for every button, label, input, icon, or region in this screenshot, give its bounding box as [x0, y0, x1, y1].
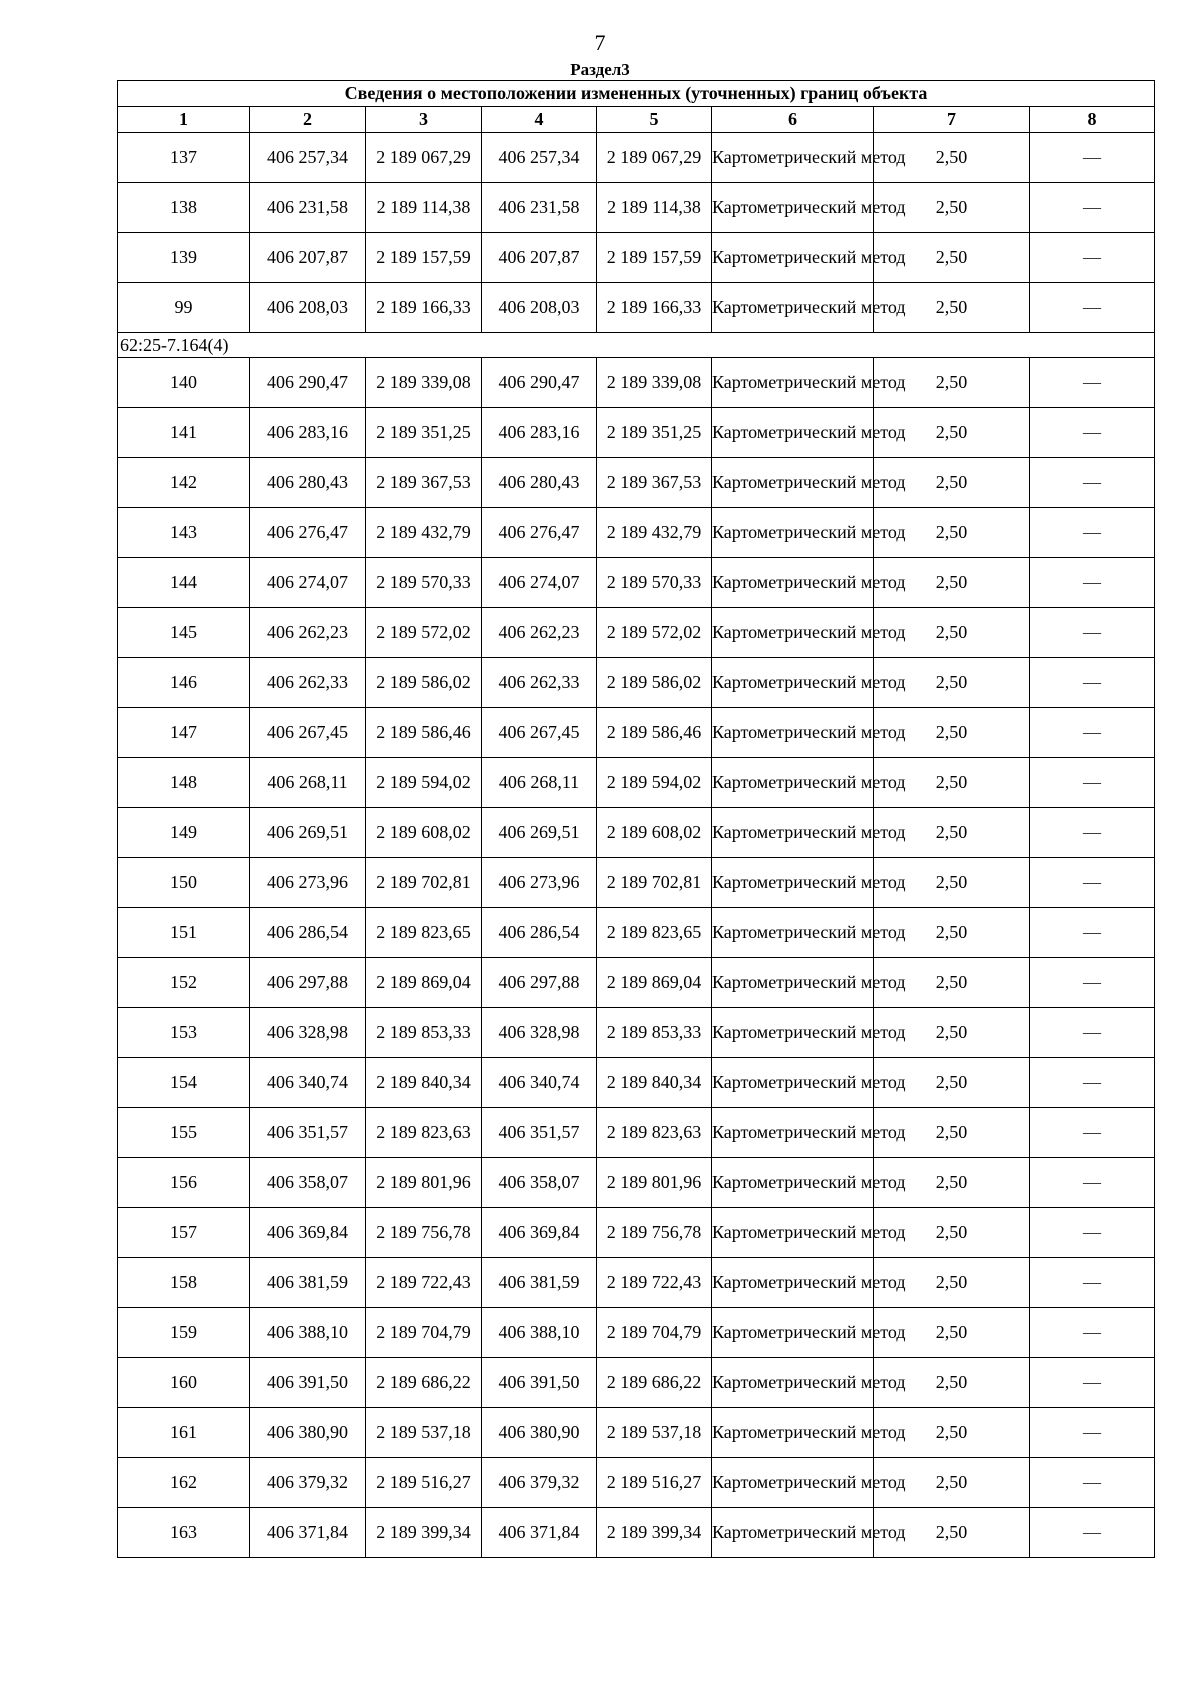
coord-y-existing-cell: 2 189 869,04	[366, 958, 482, 1008]
note-cell: —	[1030, 1058, 1155, 1108]
coord-x-new-cell: 406 381,59	[482, 1258, 597, 1308]
coord-x-new-cell: 406 391,50	[482, 1358, 597, 1408]
coord-y-new-cell: 2 189 114,38	[597, 183, 712, 233]
coord-x-new-cell: 406 274,07	[482, 558, 597, 608]
page-number: 7	[594, 30, 606, 55]
coord-x-new-cell: 406 273,96	[482, 858, 597, 908]
coord-x-new-cell: 406 351,57	[482, 1108, 597, 1158]
table-row	[118, 958, 1155, 1008]
note-cell: —	[1030, 608, 1155, 658]
coord-x-new-cell: 406 290,47	[482, 358, 597, 408]
coord-x-existing-cell: 406 380,90	[250, 1408, 366, 1458]
method-cell: Картометрический метод	[712, 858, 874, 908]
table-title-row	[118, 81, 1155, 107]
note-cell: —	[1030, 508, 1155, 558]
point-number-cell: 154	[118, 1058, 250, 1108]
coord-y-existing-cell: 2 189 704,79	[366, 1308, 482, 1358]
point-number-cell: 153	[118, 1008, 250, 1058]
coord-x-existing-cell: 406 351,57	[250, 1108, 366, 1158]
group-label: 62:25-7.164(4)	[118, 333, 1155, 358]
table-row	[118, 1108, 1155, 1158]
table-row	[118, 1008, 1155, 1058]
coord-y-existing-cell: 2 189 067,29	[366, 133, 482, 183]
table-row	[118, 283, 1155, 333]
note-cell: —	[1030, 708, 1155, 758]
note-cell: —	[1030, 1508, 1155, 1558]
accuracy-cell: 2,50	[874, 758, 1030, 808]
table-row	[118, 1308, 1155, 1358]
point-number-cell: 157	[118, 1208, 250, 1258]
accuracy-cell: 2,50	[874, 858, 1030, 908]
note-cell: —	[1030, 133, 1155, 183]
point-number-cell: 145	[118, 608, 250, 658]
coord-y-existing-cell: 2 189 157,59	[366, 233, 482, 283]
table-body-block-2	[118, 358, 1155, 1558]
coord-y-new-cell: 2 189 686,22	[597, 1358, 712, 1408]
coord-x-new-cell: 406 283,16	[482, 408, 597, 458]
method-cell: Картометрический метод	[712, 1408, 874, 1458]
accuracy-cell: 2,50	[874, 1458, 1030, 1508]
point-number-cell: 151	[118, 908, 250, 958]
point-number-cell: 156	[118, 1158, 250, 1208]
accuracy-cell: 2,50	[874, 708, 1030, 758]
method-cell: Картометрический метод	[712, 958, 874, 1008]
note-cell: —	[1030, 958, 1155, 1008]
coord-x-existing-cell: 406 283,16	[250, 408, 366, 458]
coord-y-existing-cell: 2 189 516,27	[366, 1458, 482, 1508]
note-cell: —	[1030, 283, 1155, 333]
point-number-cell: 161	[118, 1408, 250, 1458]
coord-y-new-cell: 2 189 586,46	[597, 708, 712, 758]
accuracy-cell: 2,50	[874, 1308, 1030, 1358]
table-row	[118, 358, 1155, 408]
accuracy-cell: 2,50	[874, 133, 1030, 183]
column-header: 5	[597, 107, 712, 133]
point-number-cell: 142	[118, 458, 250, 508]
coord-y-new-cell: 2 189 586,02	[597, 658, 712, 708]
method-cell: Картометрический метод	[712, 283, 874, 333]
coord-x-new-cell: 406 297,88	[482, 958, 597, 1008]
point-number-cell: 158	[118, 1258, 250, 1308]
coord-y-existing-cell: 2 189 801,96	[366, 1158, 482, 1208]
coord-x-existing-cell: 406 207,87	[250, 233, 366, 283]
method-cell: Картометрический метод	[712, 758, 874, 808]
point-number-cell: 99	[118, 283, 250, 333]
method-cell: Картометрический метод	[712, 558, 874, 608]
point-number-cell: 148	[118, 758, 250, 808]
method-cell: Картометрический метод	[712, 458, 874, 508]
coord-y-existing-cell: 2 189 853,33	[366, 1008, 482, 1058]
accuracy-cell: 2,50	[874, 1258, 1030, 1308]
coord-y-new-cell: 2 189 704,79	[597, 1308, 712, 1358]
table-row	[118, 508, 1155, 558]
coord-x-new-cell: 406 371,84	[482, 1508, 597, 1558]
coord-y-existing-cell: 2 189 339,08	[366, 358, 482, 408]
note-cell: —	[1030, 1258, 1155, 1308]
table-row	[118, 1208, 1155, 1258]
accuracy-cell: 2,50	[874, 1508, 1030, 1558]
note-cell: —	[1030, 658, 1155, 708]
point-number-cell: 140	[118, 358, 250, 408]
method-cell: Картометрический метод	[712, 1108, 874, 1158]
coord-x-new-cell: 406 268,11	[482, 758, 597, 808]
coord-y-existing-cell: 2 189 572,02	[366, 608, 482, 658]
note-cell: —	[1030, 1108, 1155, 1158]
accuracy-cell: 2,50	[874, 1358, 1030, 1408]
point-number-cell: 159	[118, 1308, 250, 1358]
coord-x-new-cell: 406 340,74	[482, 1058, 597, 1108]
coord-y-new-cell: 2 189 702,81	[597, 858, 712, 908]
accuracy-cell: 2,50	[874, 808, 1030, 858]
note-cell: —	[1030, 1408, 1155, 1458]
table-row	[118, 1358, 1155, 1408]
coord-x-existing-cell: 406 273,96	[250, 858, 366, 908]
coord-x-new-cell: 406 276,47	[482, 508, 597, 558]
note-cell: —	[1030, 808, 1155, 858]
coord-y-existing-cell: 2 189 399,34	[366, 1508, 482, 1558]
column-header: 8	[1030, 107, 1155, 133]
coord-x-existing-cell: 406 391,50	[250, 1358, 366, 1408]
coord-x-existing-cell: 406 280,43	[250, 458, 366, 508]
column-header: 4	[482, 107, 597, 133]
coord-x-existing-cell: 406 262,23	[250, 608, 366, 658]
table-row	[118, 1058, 1155, 1108]
coord-x-new-cell: 406 269,51	[482, 808, 597, 858]
method-cell: Картометрический метод	[712, 1258, 874, 1308]
method-cell: Картометрический метод	[712, 1358, 874, 1408]
coord-y-existing-cell: 2 189 367,53	[366, 458, 482, 508]
coord-y-new-cell: 2 189 608,02	[597, 808, 712, 858]
group-section	[118, 333, 1155, 358]
table-row	[118, 608, 1155, 658]
coord-y-new-cell: 2 189 339,08	[597, 358, 712, 408]
point-number-cell: 146	[118, 658, 250, 708]
accuracy-cell: 2,50	[874, 558, 1030, 608]
accuracy-cell: 2,50	[874, 358, 1030, 408]
method-cell: Картометрический метод	[712, 908, 874, 958]
table-row	[118, 1408, 1155, 1458]
coord-y-new-cell: 2 189 594,02	[597, 758, 712, 808]
method-cell: Картометрический метод	[712, 708, 874, 758]
coord-x-existing-cell: 406 381,59	[250, 1258, 366, 1308]
coord-x-existing-cell: 406 268,11	[250, 758, 366, 808]
method-cell: Картометрический метод	[712, 808, 874, 858]
coord-y-existing-cell: 2 189 823,65	[366, 908, 482, 958]
coord-y-new-cell: 2 189 537,18	[597, 1408, 712, 1458]
table-row	[118, 1258, 1155, 1308]
coord-x-existing-cell: 406 267,45	[250, 708, 366, 758]
note-cell: —	[1030, 233, 1155, 283]
table-row	[118, 558, 1155, 608]
table-row	[118, 1158, 1155, 1208]
coord-y-existing-cell: 2 189 840,34	[366, 1058, 482, 1108]
point-number-cell: 162	[118, 1458, 250, 1508]
point-number-cell: 163	[118, 1508, 250, 1558]
table-row	[118, 133, 1155, 183]
coord-y-new-cell: 2 189 572,02	[597, 608, 712, 658]
coord-x-existing-cell: 406 328,98	[250, 1008, 366, 1058]
column-header: 3	[366, 107, 482, 133]
coord-y-new-cell: 2 189 801,96	[597, 1158, 712, 1208]
method-cell: Картометрический метод	[712, 183, 874, 233]
accuracy-cell: 2,50	[874, 458, 1030, 508]
note-cell: —	[1030, 1008, 1155, 1058]
table-row	[118, 1458, 1155, 1508]
method-cell: Картометрический метод	[712, 1208, 874, 1258]
coord-y-new-cell: 2 189 399,34	[597, 1508, 712, 1558]
coord-x-new-cell: 406 369,84	[482, 1208, 597, 1258]
coord-x-existing-cell: 406 208,03	[250, 283, 366, 333]
coord-y-new-cell: 2 189 756,78	[597, 1208, 712, 1258]
coord-y-existing-cell: 2 189 823,63	[366, 1108, 482, 1158]
coord-x-new-cell: 406 257,34	[482, 133, 597, 183]
column-header-row	[118, 107, 1155, 133]
table-row	[118, 658, 1155, 708]
point-number-cell: 147	[118, 708, 250, 758]
method-cell: Картометрический метод	[712, 1058, 874, 1108]
coord-x-existing-cell: 406 358,07	[250, 1158, 366, 1208]
table-row	[118, 908, 1155, 958]
coord-x-new-cell: 406 208,03	[482, 283, 597, 333]
coord-x-new-cell: 406 379,32	[482, 1458, 597, 1508]
boundary-table	[117, 80, 1155, 1558]
coord-y-existing-cell: 2 189 351,25	[366, 408, 482, 458]
accuracy-cell: 2,50	[874, 1108, 1030, 1158]
coord-y-new-cell: 2 189 157,59	[597, 233, 712, 283]
note-cell: —	[1030, 358, 1155, 408]
coord-y-new-cell: 2 189 823,63	[597, 1108, 712, 1158]
table-row	[118, 758, 1155, 808]
coord-x-new-cell: 406 267,45	[482, 708, 597, 758]
table-title: Сведения о местоположении измененных (уточненных) границ объекта	[118, 81, 1155, 107]
coord-y-new-cell: 2 189 722,43	[597, 1258, 712, 1308]
point-number-cell: 155	[118, 1108, 250, 1158]
point-number-cell: 139	[118, 233, 250, 283]
point-number-cell: 141	[118, 408, 250, 458]
coord-y-new-cell: 2 189 367,53	[597, 458, 712, 508]
coord-x-existing-cell: 406 369,84	[250, 1208, 366, 1258]
group-label-row	[118, 333, 1155, 358]
coord-y-new-cell: 2 189 432,79	[597, 508, 712, 558]
coord-y-existing-cell: 2 189 756,78	[366, 1208, 482, 1258]
coord-x-existing-cell: 406 274,07	[250, 558, 366, 608]
method-cell: Картометрический метод	[712, 1508, 874, 1558]
coord-y-new-cell: 2 189 351,25	[597, 408, 712, 458]
method-cell: Картометрический метод	[712, 508, 874, 558]
method-cell: Картометрический метод	[712, 608, 874, 658]
note-cell: —	[1030, 1158, 1155, 1208]
coord-y-existing-cell: 2 189 570,33	[366, 558, 482, 608]
coord-x-new-cell: 406 380,90	[482, 1408, 597, 1458]
coord-y-existing-cell: 2 189 722,43	[366, 1258, 482, 1308]
table-row	[118, 808, 1155, 858]
note-cell: —	[1030, 1208, 1155, 1258]
table-row	[118, 183, 1155, 233]
coord-x-new-cell: 406 286,54	[482, 908, 597, 958]
coord-y-new-cell: 2 189 166,33	[597, 283, 712, 333]
coord-x-existing-cell: 406 371,84	[250, 1508, 366, 1558]
coord-y-existing-cell: 2 189 586,02	[366, 658, 482, 708]
coord-x-existing-cell: 406 231,58	[250, 183, 366, 233]
accuracy-cell: 2,50	[874, 1208, 1030, 1258]
accuracy-cell: 2,50	[874, 608, 1030, 658]
method-cell: Картометрический метод	[712, 233, 874, 283]
coord-y-existing-cell: 2 189 537,18	[366, 1408, 482, 1458]
accuracy-cell: 2,50	[874, 658, 1030, 708]
note-cell: —	[1030, 1458, 1155, 1508]
coord-y-new-cell: 2 189 853,33	[597, 1008, 712, 1058]
coord-y-existing-cell: 2 189 608,02	[366, 808, 482, 858]
coord-x-existing-cell: 406 388,10	[250, 1308, 366, 1358]
coord-x-new-cell: 406 231,58	[482, 183, 597, 233]
coord-x-existing-cell: 406 297,88	[250, 958, 366, 1008]
method-cell: Картометрический метод	[712, 1308, 874, 1358]
coord-y-new-cell: 2 189 570,33	[597, 558, 712, 608]
column-header: 7	[874, 107, 1030, 133]
column-header: 2	[250, 107, 366, 133]
note-cell: —	[1030, 458, 1155, 508]
point-number-cell: 149	[118, 808, 250, 858]
section-title: Раздел3	[570, 60, 630, 79]
method-cell: Картометрический метод	[712, 408, 874, 458]
point-number-cell: 160	[118, 1358, 250, 1408]
accuracy-cell: 2,50	[874, 1408, 1030, 1458]
coord-y-existing-cell: 2 189 702,81	[366, 858, 482, 908]
coord-x-existing-cell: 406 340,74	[250, 1058, 366, 1108]
accuracy-cell: 2,50	[874, 1058, 1030, 1108]
note-cell: —	[1030, 758, 1155, 808]
coord-x-new-cell: 406 262,33	[482, 658, 597, 708]
coord-x-existing-cell: 406 262,33	[250, 658, 366, 708]
table-row	[118, 458, 1155, 508]
method-cell: Картометрический метод	[712, 1008, 874, 1058]
coord-x-existing-cell: 406 290,47	[250, 358, 366, 408]
coord-x-new-cell: 406 328,98	[482, 1008, 597, 1058]
coord-y-new-cell: 2 189 516,27	[597, 1458, 712, 1508]
coord-y-new-cell: 2 189 869,04	[597, 958, 712, 1008]
coord-x-existing-cell: 406 379,32	[250, 1458, 366, 1508]
accuracy-cell: 2,50	[874, 233, 1030, 283]
method-cell: Картометрический метод	[712, 133, 874, 183]
table-row	[118, 858, 1155, 908]
coord-y-new-cell: 2 189 840,34	[597, 1058, 712, 1108]
note-cell: —	[1030, 858, 1155, 908]
coord-y-existing-cell: 2 189 586,46	[366, 708, 482, 758]
accuracy-cell: 2,50	[874, 1158, 1030, 1208]
accuracy-cell: 2,50	[874, 183, 1030, 233]
note-cell: —	[1030, 908, 1155, 958]
point-number-cell: 143	[118, 508, 250, 558]
coord-x-new-cell: 406 207,87	[482, 233, 597, 283]
table-body-block-1	[118, 133, 1155, 333]
method-cell: Картометрический метод	[712, 358, 874, 408]
coord-x-existing-cell: 406 269,51	[250, 808, 366, 858]
accuracy-cell: 2,50	[874, 508, 1030, 558]
accuracy-cell: 2,50	[874, 1008, 1030, 1058]
note-cell: —	[1030, 1358, 1155, 1408]
note-cell: —	[1030, 183, 1155, 233]
coord-y-new-cell: 2 189 823,65	[597, 908, 712, 958]
coord-x-existing-cell: 406 276,47	[250, 508, 366, 558]
point-number-cell: 152	[118, 958, 250, 1008]
coord-y-existing-cell: 2 189 686,22	[366, 1358, 482, 1408]
coord-x-existing-cell: 406 257,34	[250, 133, 366, 183]
method-cell: Картометрический метод	[712, 1458, 874, 1508]
coord-x-new-cell: 406 280,43	[482, 458, 597, 508]
table-row	[118, 408, 1155, 458]
column-header: 6	[712, 107, 874, 133]
point-number-cell: 144	[118, 558, 250, 608]
table-row	[118, 708, 1155, 758]
accuracy-cell: 2,50	[874, 408, 1030, 458]
note-cell: —	[1030, 558, 1155, 608]
accuracy-cell: 2,50	[874, 908, 1030, 958]
note-cell: —	[1030, 1308, 1155, 1358]
coord-x-new-cell: 406 388,10	[482, 1308, 597, 1358]
coord-y-existing-cell: 2 189 594,02	[366, 758, 482, 808]
column-header: 1	[118, 107, 250, 133]
coord-y-existing-cell: 2 189 166,33	[366, 283, 482, 333]
coord-x-new-cell: 406 358,07	[482, 1158, 597, 1208]
method-cell: Картометрический метод	[712, 658, 874, 708]
table-row	[118, 1508, 1155, 1558]
coord-y-new-cell: 2 189 067,29	[597, 133, 712, 183]
point-number-cell: 150	[118, 858, 250, 908]
note-cell: —	[1030, 408, 1155, 458]
coord-x-new-cell: 406 262,23	[482, 608, 597, 658]
method-cell: Картометрический метод	[712, 1158, 874, 1208]
accuracy-cell: 2,50	[874, 283, 1030, 333]
point-number-cell: 137	[118, 133, 250, 183]
accuracy-cell: 2,50	[874, 958, 1030, 1008]
coord-y-existing-cell: 2 189 114,38	[366, 183, 482, 233]
point-number-cell: 138	[118, 183, 250, 233]
table-row	[118, 233, 1155, 283]
coord-x-existing-cell: 406 286,54	[250, 908, 366, 958]
coord-y-existing-cell: 2 189 432,79	[366, 508, 482, 558]
